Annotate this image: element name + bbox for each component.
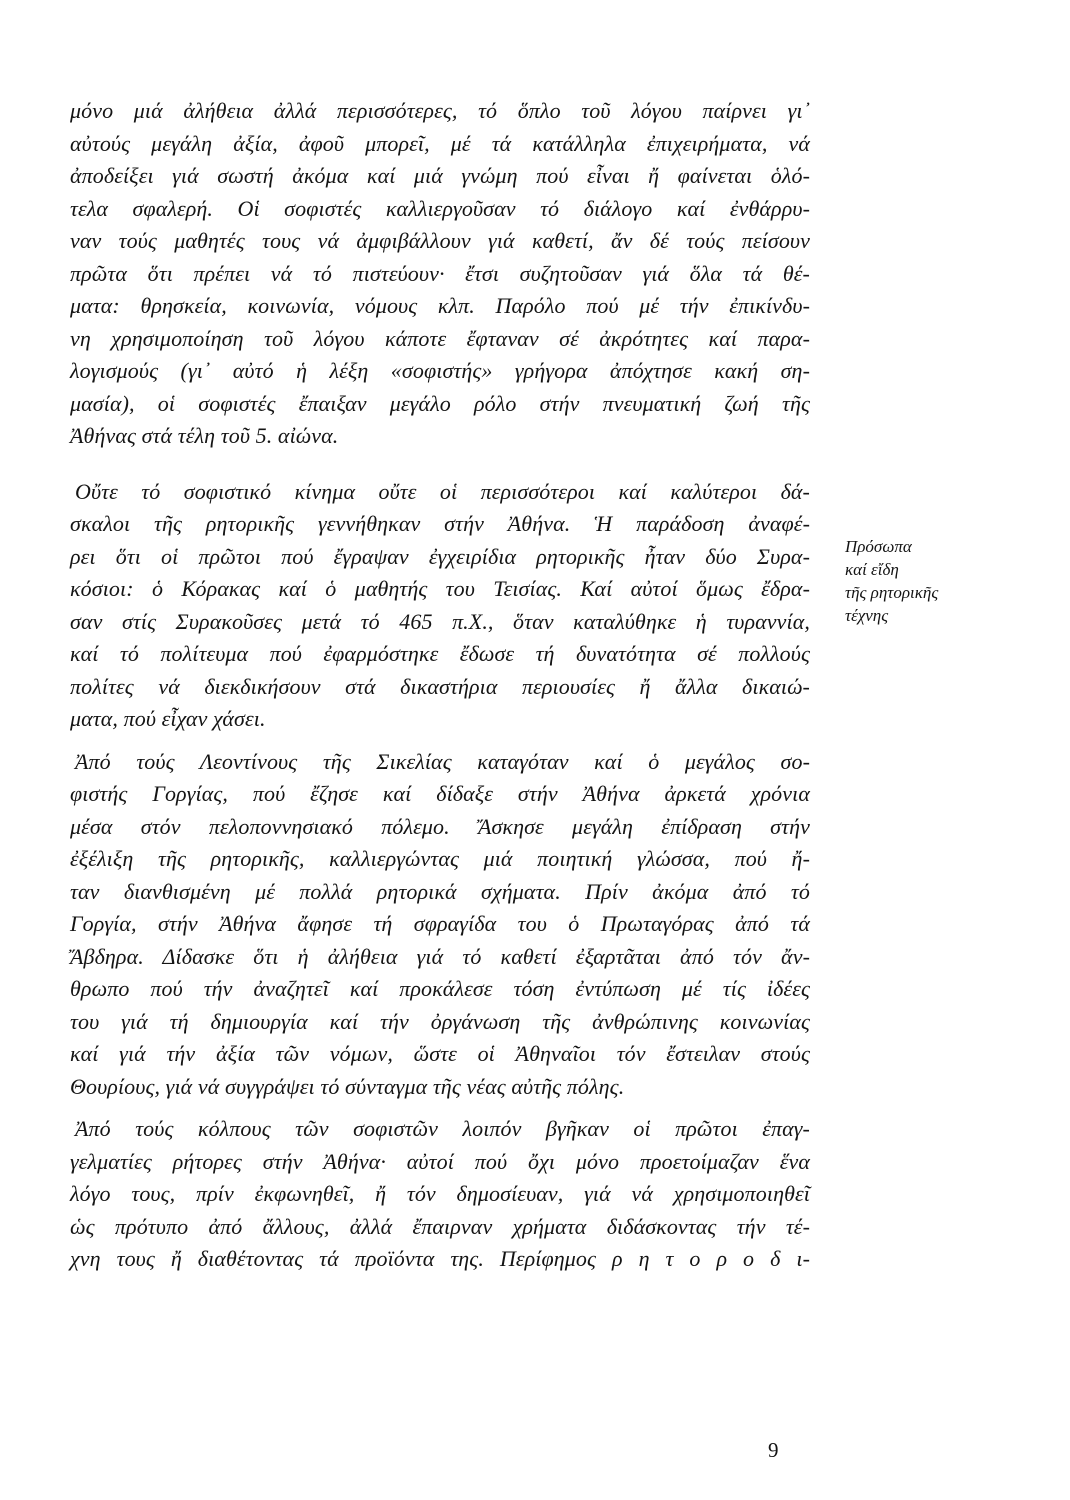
text-line: του γιά τή δημιουργία καί τήν ὀργάνωση τῆς ἀνθρώπινης κοινωνίας	[70, 1008, 810, 1034]
text-line: νη χρησιμοποίηση τοῦ λόγου κάποτε ἔφταναν σέ ἀκρότητες καί παρα-	[70, 325, 810, 351]
paragraph-3	[70, 746, 810, 1104]
text-line: λογισμούς (γι᾽ αὐτό ἡ λέξη «σοφιστής» γρήγορα ἀπόχτησε κακή ση-	[70, 358, 810, 383]
text-line: ναν τούς μαθητές τους νά ἀμφιβάλλουν γιά καθετί, ἄν δέ τούς πείσουν	[70, 228, 810, 253]
margin-note-line: τέχνης	[845, 606, 889, 625]
text-line: Ἀπό τούς Λεοντίνους τῆς Σικελίας καταγόταν καί ὁ μεγάλος σο-	[75, 748, 810, 774]
page-number: 9	[768, 1438, 779, 1462]
text-line: καί τό πολίτευμα πού ἐφαρμόστηκε ἔδωσε τή δυνατότητα σέ πολλούς	[70, 641, 810, 666]
text-line: ρει ὅτι οἱ πρῶτοι πού ἔγραψαν ἐγχειρίδια ρητορικῆς ἦταν δύο Συρα-	[70, 543, 810, 569]
text-line: αὐτούς μεγάλη ἀξία, ἀφοῦ μπορεῖ, μέ τά κατάλληλα ἐπιχειρήματα, νά	[70, 130, 810, 156]
text-line: σκαλοι τῆς ρητορικῆς γεννήθηκαν στήν Ἀθήνα. Ἡ παράδοση ἀναφέ-	[70, 511, 810, 536]
text-line: σαν στίς Συρακοῦσες μετά τό 465 π.Χ., ὅταν καταλύθηκε ἡ τυραννία,	[70, 608, 810, 634]
text-line: γελματίες ρήτορες στήν Ἀθήνα· αὐτοί πού ὄχι μόνο προετοίμαζαν ἕνα	[70, 1148, 810, 1174]
margin-note	[845, 535, 1025, 627]
text-line: μέσα στόν πελοποννησιακό πόλεμο. Ἄσκησε μεγάλη ἐπίδραση στήν	[70, 813, 810, 839]
text-line: ταν διανθισμένη μέ πολλά ρητορικά σχήματα. Πρίν ἀκόμα ἀπό τό	[70, 878, 810, 904]
text-line: πρῶτα ὅτι πρέπει νά τό πιστεύουν· ἔτσι συζητοῦσαν γιά ὅλα τά θέ-	[70, 260, 810, 286]
text-line: πολίτες νά διεκδικήσουν στά δικαστήρια περιουσίες ἤ ἄλλα δικαιώ-	[70, 673, 810, 699]
text-line: ὡς πρότυπο ἀπό ἄλλους, ἀλλά ἔπαιρναν χρήματα διδάσκοντας τήν τέ-	[70, 1213, 810, 1239]
margin-note-line: τῆς ρητορικῆς	[845, 583, 939, 602]
text-line: μόνο μιά ἀλήθεια ἀλλά περισσότερες, τό ὅπλο τοῦ λόγου παίρνει γι᾽	[70, 98, 810, 123]
text-line: Ἀθήνας στά τέλη τοῦ 5. αἰώνα.	[70, 423, 339, 448]
text-line: Ἀπό τούς κόλπους τῶν σοφιστῶν λοιπόν βγῆκαν οἱ πρῶτοι ἐπαγ-	[75, 1116, 810, 1141]
text-line: λόγο τους, πρίν ἐκφωνηθεῖ, ἤ τόν δημοσίευαν, γιά νά χρησιμοποιηθεῖ	[70, 1181, 810, 1206]
text-line: ἐξέλιξη τῆς ρητορικῆς, καλλιεργώντας μιά ποιητική γλώσσα, πού ἤ-	[70, 846, 810, 871]
text-line: ἀποδείξει γιά σωστή ἀκόμα καί μιά γνώμη πού εἶναι ἤ φαίνεται ὁλό-	[70, 163, 810, 188]
text-line: μασία), οἱ σοφιστές ἔπαιξαν μεγάλο ρόλο στήν πνευματική ζωή τῆς	[70, 390, 810, 416]
margin-note-line: Πρόσωπα	[845, 537, 912, 556]
margin-note-line: καί εἴδη	[845, 560, 899, 579]
text-line: καί γιά τήν ἀξία τῶν νόμων, ὥστε οἱ Ἀθηναῖοι τόν ἔστειλαν στούς	[70, 1041, 810, 1066]
text-line: χνη τους ἤ διαθέτοντας τά προϊόντα της. Περίφημος ρ η τ ο ρ ο δ ι-	[70, 1246, 810, 1271]
text-line: φιστής Γοργίας, πού ἔζησε καί δίδαξε στήν Ἀθήνα ἀρκετά χρόνια	[70, 781, 810, 806]
text-line: κόσιοι: ὁ Κόρακας καί ὁ μαθητής του Τεισίας. Καί αὐτοί ὅμως ἔδρα-	[70, 576, 810, 601]
text-line: θρωπο πού τήν ἀναζητεῖ καί προκάλεσε τόση ἐντύπωση μέ τίς ἰδέες	[70, 976, 810, 1001]
paragraph-1	[70, 95, 810, 453]
text-line: ματα, πού εἶχαν χάσει.	[70, 706, 266, 731]
text-line: Ἄβδηρα. Δίδασκε ὅτι ἡ ἀλήθεια γιά τό καθετί ἐξαρτᾶται ἀπό τόν ἄν-	[70, 943, 810, 969]
paragraph-4	[70, 1113, 810, 1276]
main-text-column	[70, 95, 810, 1276]
paragraph-2	[70, 476, 810, 736]
text-line: Γοργία, στήν Ἀθήνα ἄφησε τή σφραγίδα του ὁ Πρωταγόρας ἀπό τά	[70, 911, 810, 936]
text-line: Οὔτε τό σοφιστικό κίνημα οὔτε οἱ περισσότεροι καί καλύτεροι δά-	[75, 478, 810, 504]
text-line: τελα σφαλερή. Οἱ σοφιστές καλλιεργοῦσαν τό διάλογο καί ἐνθάρρυ-	[70, 195, 810, 221]
text-line: ματα: θρησκεία, κοινωνία, νόμους κλπ. Παρόλο πού μέ τήν ἐπικίνδυ-	[70, 293, 810, 318]
text-line: Θουρίους, γιά νά συγγράψει τό σύνταγμα τῆς νέας αὐτῆς πόλης.	[70, 1073, 625, 1099]
